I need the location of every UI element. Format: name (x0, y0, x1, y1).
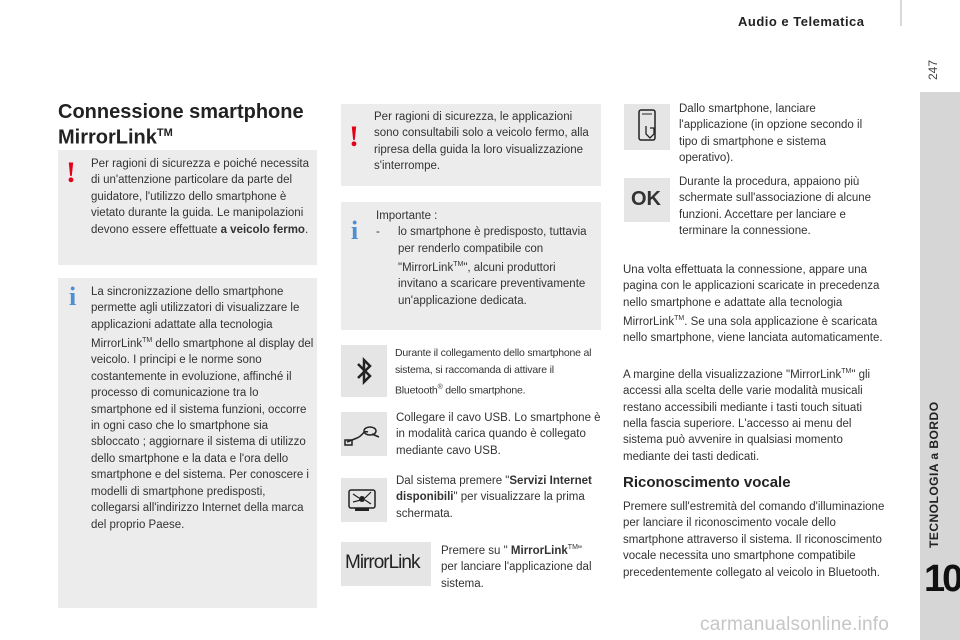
safety-warning-box (58, 150, 317, 265)
mirrorlink-step-text: Premere su " MirrorLink™" per lanciare l'applicazione dal sistema. (441, 544, 592, 590)
usb-cable-icon (341, 412, 387, 456)
voice-heading: Riconoscimento vocale (623, 474, 791, 491)
ok-step-text: Durante la procedura, appaiono più schermate sull'associazione di alcune funzioni. Accettare per lanciare e terminare la connessione. (679, 176, 872, 238)
bluetooth-icon-box (341, 345, 387, 397)
connected-services-icon (341, 478, 387, 522)
warning-icon: ! (66, 156, 76, 189)
sync-info-text: La sincronizzazione dello smartphone permette agli utilizzatori di visualizzare le applicazioni adattate alla tecnologia MirrorLink™ dello smartphone al display del veicolo. I principi e le norme sono costantemente in evoluzione, affinché il processo di comunicazione tra lo smartphone ed il sistema funzioni, occorre in ogni caso che lo smartphone sia sbloccato ; aggiornare il sistema di utilizzo dello smartphone e la data e l'ora dello smartphone e del sistema. Per conoscere i modelli di smartphone predisposti, collegarsi all'indirizzo Internet della marca del proprio Paese. (91, 286, 314, 531)
phone-step-text: Dallo smartphone, lanciare l'applicazione (in opzione secondo il tipo di smartphone e sistema operativo). (679, 103, 863, 165)
mirrorlink-logo: MirrorLink (345, 552, 420, 573)
bluetooth-step-text: Durante il collegamento dello smartphone al sistema, si raccomanda di attivare il Bluetooth® dello smartphone. (395, 347, 592, 397)
mirrorlink-logo-box (341, 542, 431, 586)
phone-icon-box (624, 104, 670, 150)
ok-icon-box (624, 178, 670, 222)
info-icon: i (351, 216, 359, 245)
smartphone-touch-icon (624, 104, 670, 150)
compat-info-text: Importante : - lo smartphone è predisposto, tuttavia per renderlo compatibile con "MirrorLink™", alcuni produttori invitano a scaricare preventivamente un'applicazione dedicata. (376, 210, 587, 307)
display-warning-box (341, 104, 601, 186)
usb-icon-box (341, 412, 387, 456)
bluetooth-icon (341, 345, 387, 397)
page-title: Connessione smartphone MirrorLink™ (58, 101, 304, 149)
chapter-number: 10 (924, 558, 960, 600)
compat-info-box (341, 202, 601, 330)
sync-info-box (58, 278, 317, 608)
warning-text: Per ragioni di sicurezza e poiché necessita di un'attenzione particolare da parte del guidatore, l'utilizzo dello smartphone è vietato durante la guida. Le manipolazioni devono essere effettuate a veicolo fermo. (91, 158, 309, 236)
connection-paragraph: Una volta effettuata la connessione, appare una pagina con le applicazioni scaricate in precedenza nello smartphone e adattate alla tecnologia MirrorLink™. Se una sola applicazione è scaricata nello smartphone, viene lanciata automaticamente. (623, 264, 883, 345)
page-number: 247 (926, 59, 940, 80)
info-icon: i (69, 282, 77, 311)
services-icon-box (341, 478, 387, 522)
chapter-label: TECNOLOGIA a BORDO (927, 401, 941, 548)
usb-step-text: Collegare il cavo USB. Lo smartphone è in modalità carica quando è collegato mediante cavo USB. (396, 412, 601, 457)
watermark: carmanualsonline.info (700, 614, 890, 635)
header-divider (900, 0, 902, 26)
display-warning-text: Per ragioni di sicurezza, le applicazioni sono consultabili solo a veicolo fermo, alla ripresa della guida la loro visualizzazione s'interrompe. (374, 111, 589, 173)
warning-icon: ! (349, 120, 359, 153)
section-title: Audio e Telematica (738, 14, 865, 29)
margin-paragraph: A margine della visualizzazione "MirrorLink™" gli accessi alla scelta delle varie modalità musicali restano accessibili mediante i tasti touch situati nella fascia superiore. L'accesso ai menu del sistema può avvenire in qualsiasi momento mediante dei tasti dedicati. (623, 368, 871, 463)
ok-icon: OK (631, 188, 661, 210)
services-step-text: Dal sistema premere "Servizi Internet disponibili" per visualizzare la prima schermata. (396, 475, 592, 520)
voice-paragraph: Premere sull'estremità del comando d'illuminazione per lanciare il riconoscimento vocale dello smartphone attraverso il sistema. Il riconoscimento vocale necessita uno smartphone compatibile precedentemente collegato al veicolo in Bluetooth. (623, 501, 885, 579)
